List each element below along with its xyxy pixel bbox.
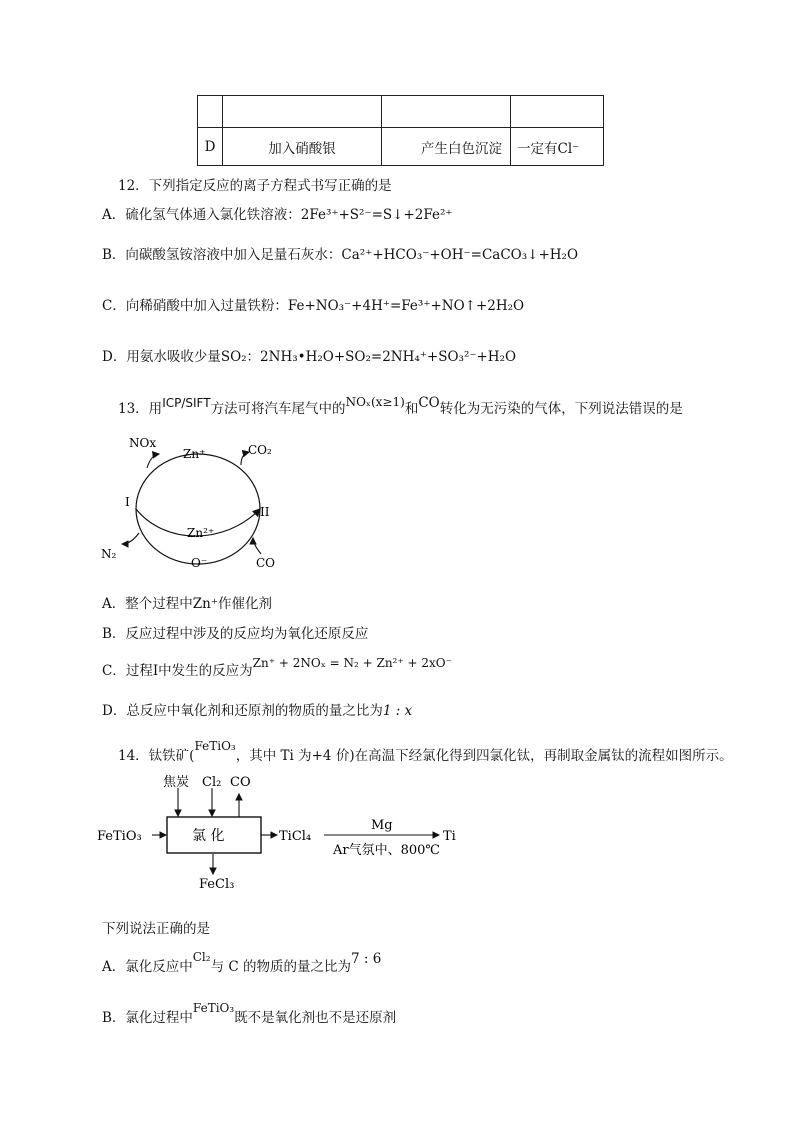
ti-label: Ti bbox=[443, 829, 456, 844]
q13-stem bbox=[118, 397, 683, 417]
q13-option-a: A．整个过程中Zn⁺作催化剂 bbox=[102, 596, 272, 612]
q13-and: 和 bbox=[404, 401, 419, 417]
q13-nox: NOₓ(x≥1) bbox=[345, 395, 405, 409]
q14-option-a-pre: A．氯化反应中 bbox=[102, 959, 193, 975]
product-label: TiCl₄ bbox=[279, 829, 312, 844]
q14-stem-pre: 14．钛铁矿( bbox=[118, 748, 195, 764]
q13-stem-post: 转化为无污染的气体，下列说法错误的是 bbox=[439, 401, 683, 417]
q12-stem: 12．下列指定反应的离子方程式书写正确的是 bbox=[118, 178, 392, 194]
table-cell bbox=[382, 96, 511, 128]
q12-option-b: B．向碳酸氢铵溶液中加入足量石灰水：Ca²⁺+HCO₃⁻+OH⁻=CaCO₃↓+H₂O bbox=[102, 247, 579, 263]
q13-option-c-equation: Zn⁺ + 2NOₓ = N₂ + Zn²⁺ + 2xO⁻ bbox=[252, 656, 452, 670]
conclusion-cell: 一定有Cl⁻ bbox=[511, 128, 604, 166]
zn-plus-label: Zn⁺ bbox=[183, 447, 206, 461]
q14-option-b-pre: B．氯化过程中 bbox=[102, 1010, 193, 1026]
q14-option-a-ratio: 7 : 6 bbox=[351, 951, 382, 967]
q13-method: ICP/SIFT bbox=[162, 396, 211, 410]
q13-option-c-text: C．过程Ⅰ中发生的反应为 bbox=[102, 663, 253, 679]
titanium-flow-diagram bbox=[95, 770, 475, 895]
mg-label: Mg bbox=[371, 818, 393, 833]
q12-option-a: A．硫化氢气体通入氯化铁溶液：2Fe³⁺+S²⁻=S↓+2Fe²⁺ bbox=[102, 207, 453, 223]
q14-option-b-formula: FeTiO₃ bbox=[192, 1001, 235, 1015]
q14-formula: FeTiO₃ bbox=[194, 739, 236, 753]
answer-table-fragment bbox=[197, 95, 604, 166]
co-label: CO bbox=[230, 775, 251, 790]
q13-co: CO bbox=[418, 395, 440, 411]
q12-option-c: C．向稀硝酸中加入过量铁粉：Fe+NO₃⁻+4H⁺=Fe³⁺+NO↑+2H₂O bbox=[102, 298, 525, 314]
q14-option-b bbox=[102, 1001, 397, 1026]
condition-label: Ar气氛中、800℃ bbox=[333, 843, 440, 858]
q14-option-a bbox=[102, 950, 382, 975]
table-cell bbox=[223, 96, 382, 128]
q12-option-d: D．用氨水吸收少量SO₂：2NH₃•H₂O+SO₂=2NH₄⁺+SO₃²⁻+H₂O bbox=[102, 349, 517, 365]
zn2-plus-label: Zn²⁺ bbox=[187, 526, 215, 540]
q13-option-d bbox=[102, 699, 412, 719]
co-in-arrow bbox=[253, 538, 261, 554]
co2-label: CO₂ bbox=[248, 443, 272, 457]
q14-followup: 下列说法正确的是 bbox=[102, 921, 210, 937]
cl2-label: Cl₂ bbox=[202, 775, 222, 790]
q13-option-d-text: D．总反应中氧化剂和还原剂的物质的量之比为 bbox=[102, 703, 383, 719]
q14-option-a-cl2: Cl₂ bbox=[192, 950, 211, 964]
q13-option-c bbox=[102, 656, 452, 679]
phenomenon-cell: 产生白色沉淀 bbox=[382, 128, 511, 166]
operation-cell: 加入硝酸银 bbox=[223, 128, 382, 166]
q13-stem-pre: 13．用 bbox=[118, 401, 163, 417]
chlorination-label: 氯 化 bbox=[192, 828, 225, 844]
q13-stem-mid: 方法可将汽车尾气中的 bbox=[210, 401, 346, 417]
catalytic-cycle-diagram bbox=[95, 430, 295, 580]
q13-option-b: B．反应过程中涉及的反应均为氧化还原反应 bbox=[102, 626, 369, 642]
table-cell bbox=[511, 96, 604, 128]
table-cell bbox=[198, 96, 223, 128]
nox-in-arrow bbox=[147, 454, 159, 468]
q13-option-d-ratio: 1 : x bbox=[382, 703, 413, 719]
q14-stem-post: ，其中 Ti 为+4 价)在高温下经氯化得到四氯化钛，再制取金属钛的流程如图所示。 bbox=[235, 748, 733, 764]
o-minus-label: O⁻ bbox=[191, 556, 208, 570]
n2-out-arrow bbox=[122, 533, 139, 544]
row-label: D bbox=[198, 128, 223, 166]
co-label: CO bbox=[256, 556, 276, 570]
n2-label: N₂ bbox=[101, 547, 117, 561]
q14-stem bbox=[118, 739, 733, 764]
stage-i-label: I bbox=[125, 495, 130, 509]
stage-ii-label: II bbox=[260, 505, 270, 519]
feed-label: FeTiO₃ bbox=[97, 829, 142, 844]
q14-option-a-mid: 与 C 的物质的量之比为 bbox=[210, 959, 352, 975]
nox-label: NOx bbox=[129, 436, 157, 450]
cycle-ring bbox=[136, 454, 260, 564]
fecl3-label: FeCl₃ bbox=[199, 877, 235, 892]
coke-label: 焦炭 bbox=[163, 775, 190, 790]
q14-option-b-post: 既不是氧化剂也不是还原剂 bbox=[234, 1010, 397, 1026]
